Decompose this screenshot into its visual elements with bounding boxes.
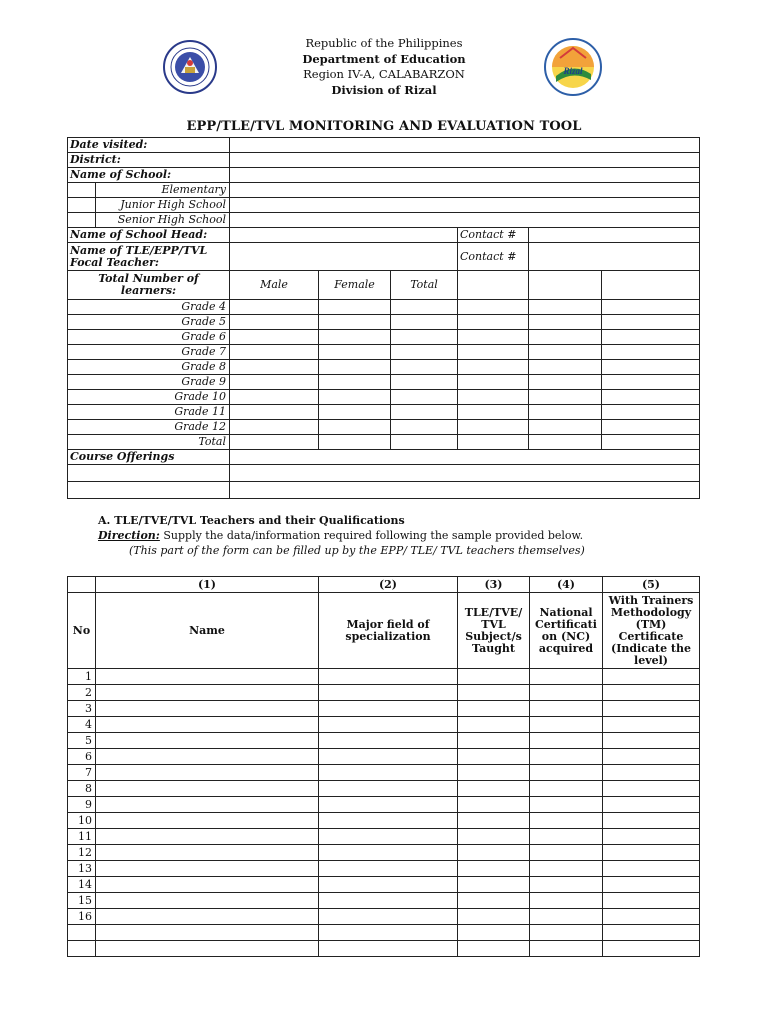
table-cell[interactable]	[319, 845, 458, 861]
table-cell[interactable]	[458, 877, 530, 893]
focal-teacher-field[interactable]	[230, 243, 458, 271]
contact-field[interactable]	[529, 243, 700, 271]
table-cell[interactable]	[530, 717, 603, 733]
col-number: (1)	[96, 577, 319, 593]
learners-header-row	[68, 271, 700, 300]
junior-high-label: Junior High School	[96, 198, 230, 213]
table-row	[68, 925, 700, 941]
checkbox-cell[interactable]	[68, 213, 96, 228]
letterhead	[0, 36, 768, 98]
table-cell[interactable]	[530, 797, 603, 813]
table-cell[interactable]	[458, 893, 530, 909]
table-cell[interactable]	[458, 941, 530, 957]
table-cell[interactable]	[603, 829, 700, 845]
column-number-row	[68, 577, 700, 593]
row-number: 9	[68, 797, 96, 813]
table-cell[interactable]	[96, 829, 319, 845]
tm-header: With Trainers Methodology (TM) Certificate (Indicate the level)	[603, 593, 700, 669]
row-number: 14	[68, 877, 96, 893]
course-offerings-row	[68, 450, 700, 465]
course-offerings-row	[68, 482, 700, 499]
grade-row	[68, 360, 700, 375]
table-cell[interactable]	[319, 765, 458, 781]
table-cell[interactable]	[603, 717, 700, 733]
grade-label: Grade 5	[68, 315, 230, 330]
table-cell[interactable]	[319, 749, 458, 765]
table-row	[68, 845, 700, 861]
table-row	[68, 749, 700, 765]
table-cell[interactable]	[319, 861, 458, 877]
date-row	[68, 138, 700, 153]
school-head-row	[68, 228, 700, 243]
table-cell[interactable]	[530, 733, 603, 749]
table-cell[interactable]	[530, 941, 603, 957]
grade-label: Grade 4	[68, 300, 230, 315]
row-number: 4	[68, 717, 96, 733]
rizal-seal-text: Rizal	[563, 66, 583, 76]
grade-label: Grade 10	[68, 390, 230, 405]
table-cell[interactable]	[319, 717, 458, 733]
table-cell[interactable]	[603, 765, 700, 781]
row-number: 11	[68, 829, 96, 845]
table-row	[68, 781, 700, 797]
grade-row	[68, 375, 700, 390]
table-cell[interactable]	[530, 845, 603, 861]
table-cell[interactable]	[96, 733, 319, 749]
table-row	[68, 861, 700, 877]
table-row	[68, 829, 700, 845]
col-number: (5)	[603, 577, 700, 593]
table-cell[interactable]	[603, 893, 700, 909]
table-cell[interactable]	[96, 813, 319, 829]
table-cell[interactable]	[319, 701, 458, 717]
school-name-label: Name of School:	[68, 168, 230, 183]
table-cell[interactable]	[319, 781, 458, 797]
table-row	[68, 941, 700, 957]
school-head-field[interactable]	[230, 228, 458, 243]
table-cell[interactable]	[458, 733, 530, 749]
table-cell[interactable]	[319, 813, 458, 829]
senior-high-field[interactable]	[230, 213, 700, 228]
table-cell[interactable]	[603, 941, 700, 957]
elementary-row	[68, 183, 700, 198]
grade-total-row	[68, 435, 700, 450]
row-number: 7	[68, 765, 96, 781]
focal-teacher-label: Name of TLE/EPP/TVL Focal Teacher:	[68, 243, 230, 271]
grade-row	[68, 405, 700, 420]
district-field[interactable]	[230, 153, 700, 168]
table-row	[68, 893, 700, 909]
grade-row	[68, 390, 700, 405]
table-cell[interactable]	[530, 749, 603, 765]
row-number: 10	[68, 813, 96, 829]
table-cell[interactable]	[458, 749, 530, 765]
table-cell[interactable]	[603, 909, 700, 925]
table-cell[interactable]	[319, 893, 458, 909]
table-cell[interactable]	[96, 749, 319, 765]
section-a	[98, 513, 585, 558]
school-head-label: Name of School Head:	[68, 228, 230, 243]
row-number: 15	[68, 893, 96, 909]
row-number: 3	[68, 701, 96, 717]
table-cell[interactable]	[96, 701, 319, 717]
contact-label: Contact #	[458, 228, 529, 243]
subjects-header: TLE/TVE/ TVL Subject/s Taught	[458, 593, 530, 669]
table-row	[68, 813, 700, 829]
male-header: Male	[230, 271, 319, 300]
table-cell[interactable]	[319, 797, 458, 813]
junior-high-row	[68, 198, 700, 213]
row-number: 12	[68, 845, 96, 861]
col-number: (4)	[530, 577, 603, 593]
table-cell[interactable]	[96, 717, 319, 733]
table-cell[interactable]	[458, 669, 530, 685]
grade-row	[68, 330, 700, 345]
grade-total-label: Total	[68, 435, 230, 450]
table-cell[interactable]	[319, 909, 458, 925]
republic-line: Republic of the Philippines	[305, 36, 463, 50]
date-visited-label: Date visited:	[68, 138, 230, 153]
grade-label: Grade 8	[68, 360, 230, 375]
grade-label: Grade 9	[68, 375, 230, 390]
grade-label: Grade 12	[68, 420, 230, 435]
table-row	[68, 909, 700, 925]
table-cell[interactable]	[458, 685, 530, 701]
row-number: 16	[68, 909, 96, 925]
grade-row	[68, 315, 700, 330]
teachers-table	[67, 576, 700, 957]
table-cell[interactable]	[603, 781, 700, 797]
table-cell[interactable]	[319, 669, 458, 685]
table-cell[interactable]	[458, 797, 530, 813]
table-cell[interactable]	[603, 845, 700, 861]
grade-label: Grade 11	[68, 405, 230, 420]
row-number: 8	[68, 781, 96, 797]
blank-cell[interactable]	[529, 271, 602, 300]
table-cell[interactable]	[96, 861, 319, 877]
school-name-row	[68, 168, 700, 183]
table-cell[interactable]	[458, 765, 530, 781]
district-label: District:	[68, 153, 230, 168]
table-cell[interactable]	[458, 717, 530, 733]
table-cell[interactable]	[96, 845, 319, 861]
table-cell[interactable]	[530, 685, 603, 701]
table-row	[68, 701, 700, 717]
table-cell[interactable]	[603, 701, 700, 717]
table-cell[interactable]	[603, 877, 700, 893]
district-row	[68, 153, 700, 168]
region-line: Region IV-A, CALABARZON	[303, 67, 465, 81]
learners-label: Total Number of learners:	[68, 271, 230, 300]
blank-cell[interactable]	[602, 271, 700, 300]
table-cell[interactable]	[458, 701, 530, 717]
no-header: No	[68, 593, 96, 669]
division-line: Division of Rizal	[331, 82, 437, 97]
table-cell[interactable]	[96, 909, 319, 925]
course-offerings-label: Course Offerings	[68, 450, 230, 465]
table-row	[68, 685, 700, 701]
table-cell[interactable]	[530, 861, 603, 877]
table-cell[interactable]	[458, 813, 530, 829]
school-info-table	[67, 137, 700, 499]
grade-row	[68, 345, 700, 360]
table-cell[interactable]	[319, 733, 458, 749]
table-cell[interactable]	[530, 909, 603, 925]
col-number: (2)	[319, 577, 458, 593]
row-number	[68, 925, 96, 941]
table-cell[interactable]	[458, 861, 530, 877]
table-cell[interactable]	[319, 829, 458, 845]
table-cell[interactable]	[96, 941, 319, 957]
total-header: Total	[391, 271, 458, 300]
table-cell[interactable]	[96, 925, 319, 941]
table-row	[68, 797, 700, 813]
row-number: 13	[68, 861, 96, 877]
female-header: Female	[319, 271, 391, 300]
school-name-field[interactable]	[230, 168, 700, 183]
table-cell[interactable]	[96, 893, 319, 909]
grade-row	[68, 420, 700, 435]
grade-label: Grade 7	[68, 345, 230, 360]
course-offerings-row	[68, 465, 700, 482]
contact-label: Contact #	[458, 243, 529, 271]
table-cell[interactable]	[530, 925, 603, 941]
table-cell[interactable]	[530, 893, 603, 909]
table-cell[interactable]	[319, 925, 458, 941]
table-cell[interactable]	[603, 861, 700, 877]
table-cell[interactable]	[530, 813, 603, 829]
direction-label: Direction:	[98, 529, 160, 542]
elementary-label: Elementary	[96, 183, 230, 198]
grade-row	[68, 300, 700, 315]
table-cell[interactable]	[96, 669, 319, 685]
checkbox-cell[interactable]	[68, 183, 96, 198]
checkbox-cell[interactable]	[68, 198, 96, 213]
table-row	[68, 733, 700, 749]
table-cell[interactable]	[96, 877, 319, 893]
row-number	[68, 941, 96, 957]
table-cell[interactable]	[530, 781, 603, 797]
junior-high-field[interactable]	[230, 198, 700, 213]
table-cell[interactable]	[530, 829, 603, 845]
table-cell[interactable]	[603, 925, 700, 941]
table-cell[interactable]	[96, 765, 319, 781]
col-number: (3)	[458, 577, 530, 593]
date-visited-field[interactable]	[230, 138, 700, 153]
table-cell[interactable]	[319, 941, 458, 957]
elementary-field[interactable]	[230, 183, 700, 198]
table-cell[interactable]	[458, 925, 530, 941]
table-cell[interactable]	[458, 829, 530, 845]
nc-header: National Certificati on (NC) acquired	[530, 593, 603, 669]
table-row	[68, 717, 700, 733]
table-cell[interactable]	[603, 733, 700, 749]
table-cell[interactable]	[319, 685, 458, 701]
contact-field[interactable]	[529, 228, 700, 243]
table-cell[interactable]	[603, 669, 700, 685]
table-cell[interactable]	[530, 765, 603, 781]
row-number: 2	[68, 685, 96, 701]
row-number: 1	[68, 669, 96, 685]
direction-text: Supply the data/information required following the sample provided below.	[159, 529, 584, 542]
name-header: Name	[96, 593, 319, 669]
row-number: 6	[68, 749, 96, 765]
column-header-row	[68, 593, 700, 669]
table-row	[68, 669, 700, 685]
table-cell[interactable]	[458, 845, 530, 861]
table-cell[interactable]	[603, 685, 700, 701]
table-cell[interactable]	[603, 749, 700, 765]
grade-label: Grade 6	[68, 330, 230, 345]
department-line: Department of Education	[302, 51, 466, 66]
table-cell[interactable]	[603, 813, 700, 829]
senior-high-label: Senior High School	[96, 213, 230, 228]
table-cell[interactable]	[603, 797, 700, 813]
table-cell[interactable]	[319, 877, 458, 893]
table-cell[interactable]	[530, 669, 603, 685]
table-cell[interactable]	[96, 685, 319, 701]
specialization-header: Major field of specialization	[319, 593, 458, 669]
senior-high-row	[68, 213, 700, 228]
row-number: 5	[68, 733, 96, 749]
form-title: EPP/TLE/TVL MONITORING AND EVALUATION TOOL	[186, 119, 582, 134]
focal-teacher-row	[68, 243, 700, 271]
section-a-heading: A. TLE/TVE/TVL Teachers and their Qualifications	[98, 514, 405, 527]
table-cell[interactable]	[530, 877, 603, 893]
table-row	[68, 877, 700, 893]
blank-cell[interactable]	[458, 271, 529, 300]
table-cell[interactable]	[458, 781, 530, 797]
table-cell[interactable]	[96, 781, 319, 797]
direction-line	[98, 528, 585, 543]
table-row	[68, 765, 700, 781]
table-cell[interactable]	[530, 701, 603, 717]
table-cell[interactable]	[458, 909, 530, 925]
table-cell[interactable]	[96, 797, 319, 813]
teacher-rows	[68, 669, 700, 957]
direction-note: (This part of the form can be filled up by the EPP/ TLE/ TVL teachers themselves)	[129, 544, 585, 557]
course-offerings-field[interactable]	[230, 450, 700, 465]
